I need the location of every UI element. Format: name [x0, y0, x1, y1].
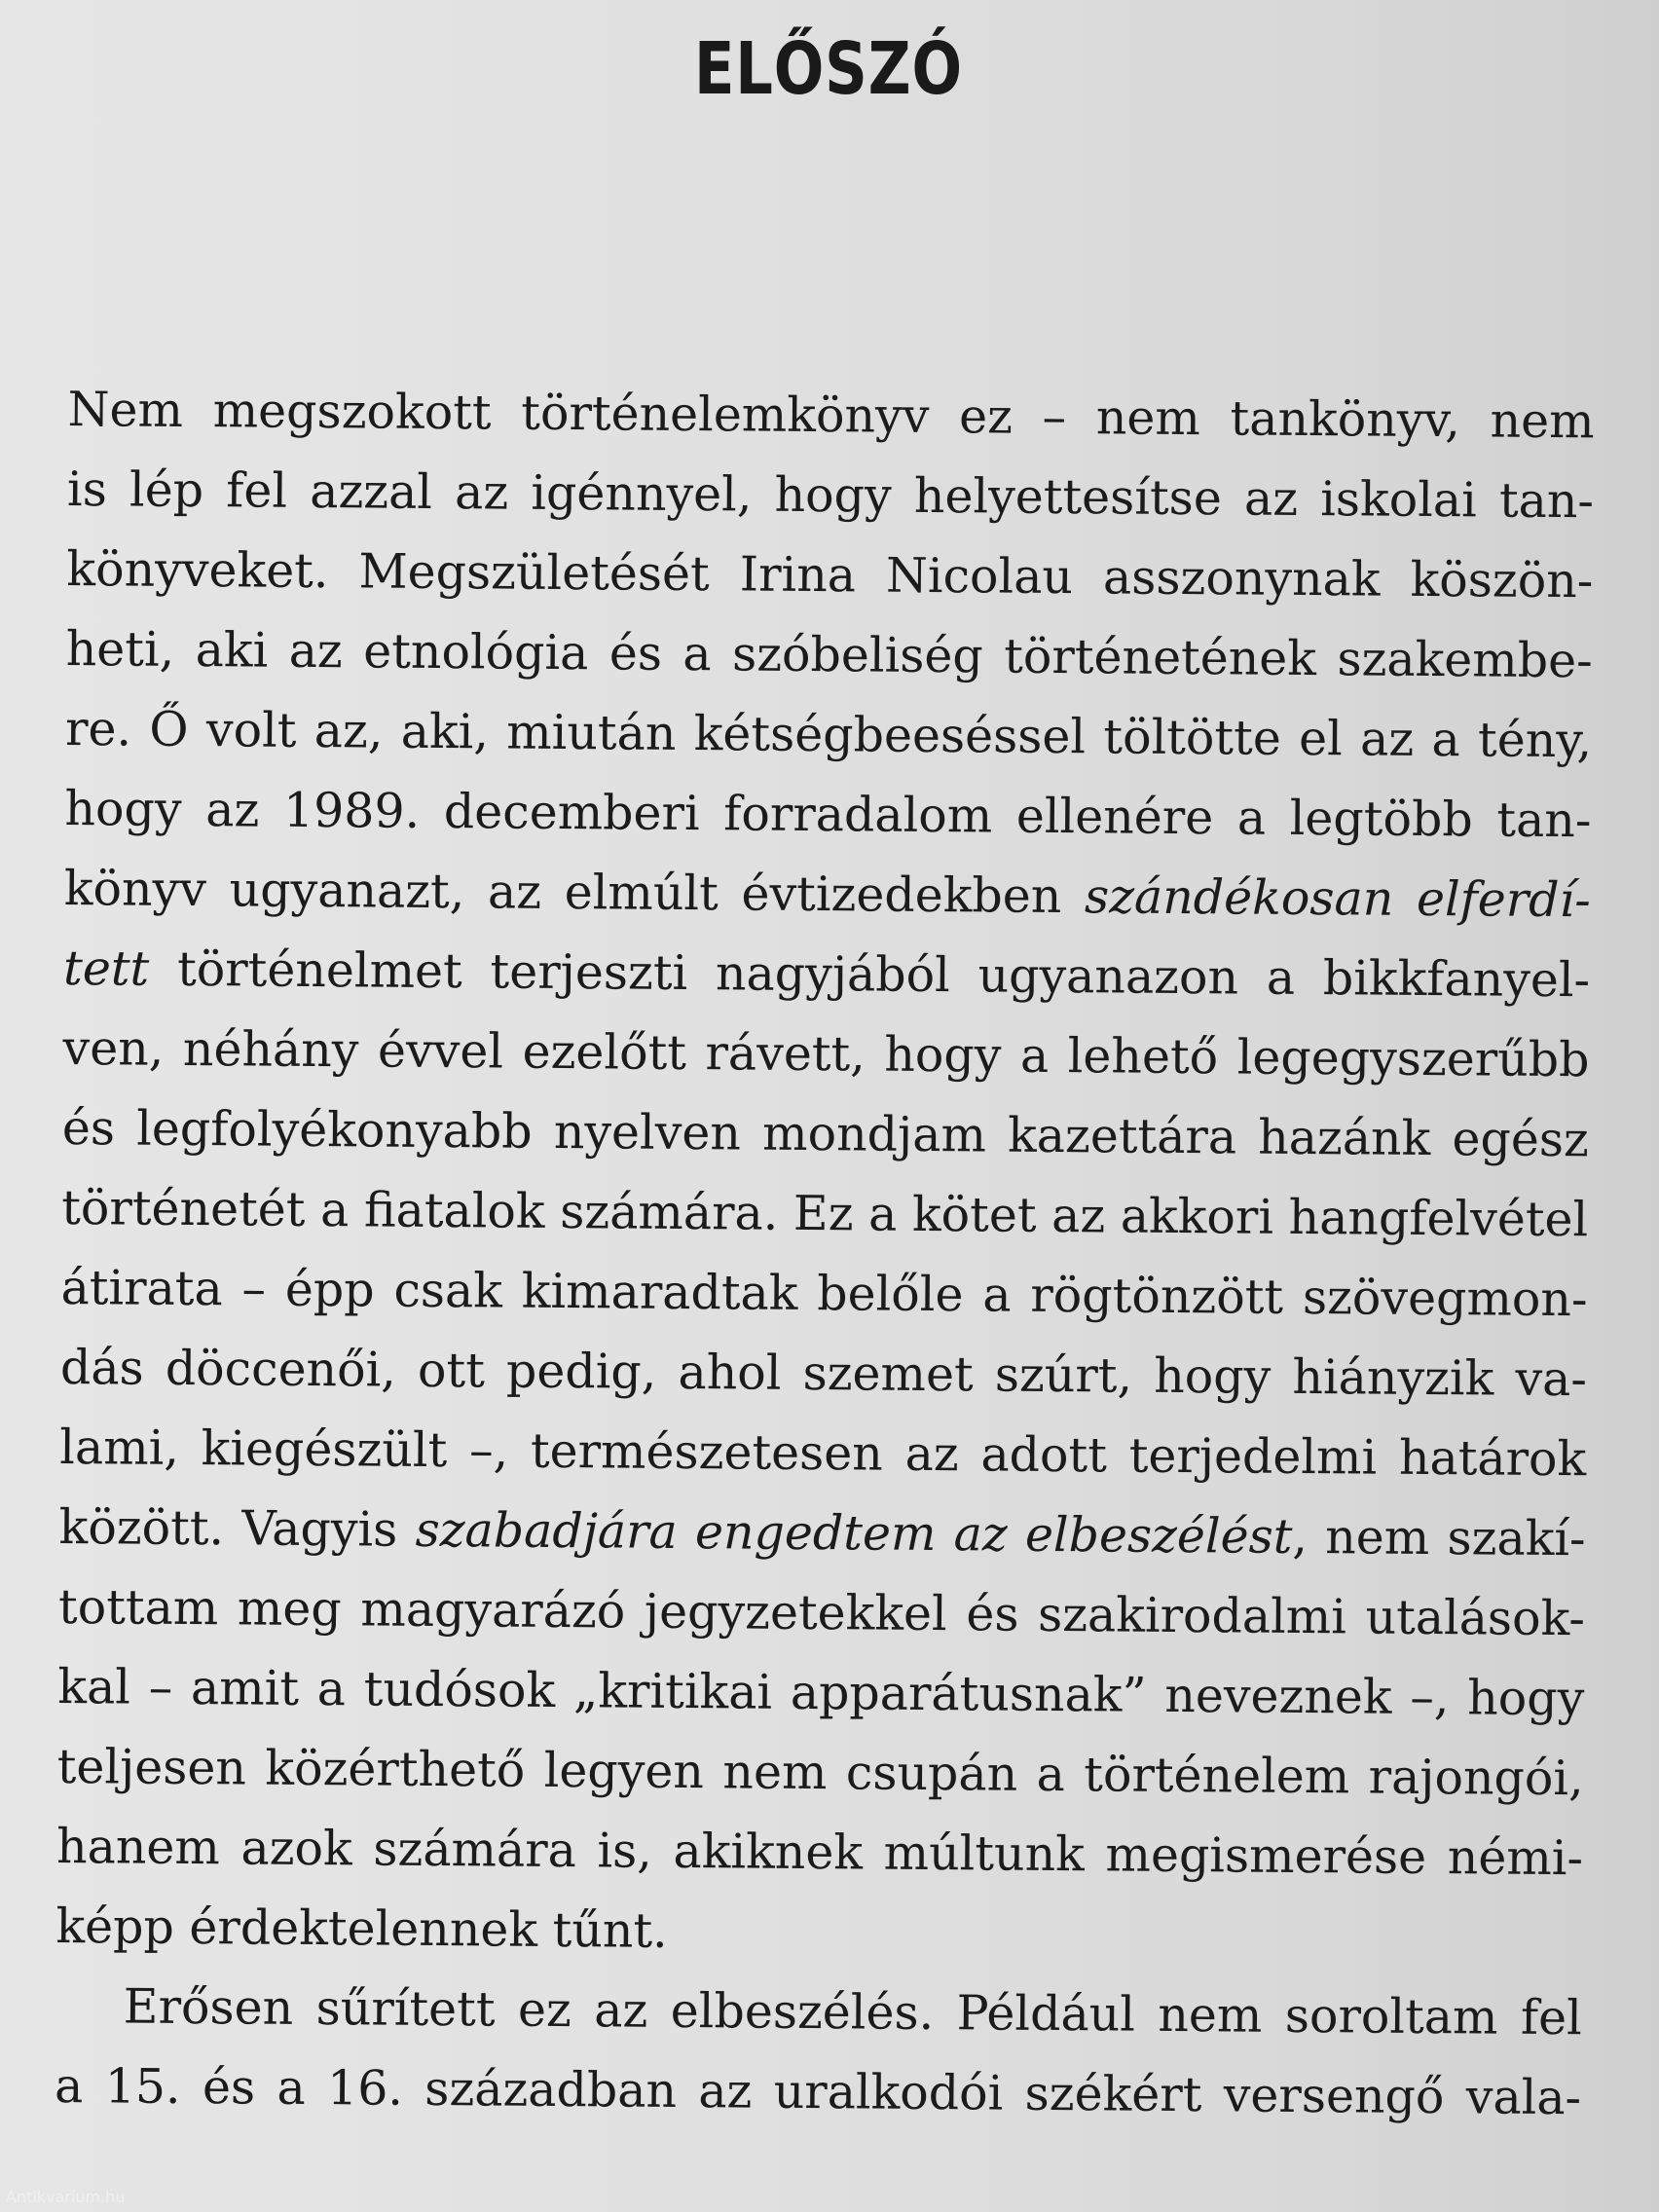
- italic-segment: tett: [62, 940, 150, 997]
- text-line: könyveket. Megszületését Irina Nicolau asszonynak köszön-: [66, 540, 1594, 609]
- text-line: heti, aki az etnológia és a szóbeliség történetének szakembe-: [65, 620, 1593, 689]
- text-line: [58, 1488, 1586, 1579]
- text-segment: , nem szakí-: [1292, 1508, 1586, 1567]
- body-text: [55, 370, 1595, 2138]
- italic-segment: szándékosan elferdí-: [1084, 868, 1592, 929]
- text-line: tottam meg magyarázó jegyzetekkel és szakirodalmi utalások-: [57, 1578, 1586, 1647]
- text-line: is lép fel azzal az igénnyel, hogy helyettesítse az iskolai tan-: [66, 461, 1595, 530]
- text-line: hanem azok számára is, akiknek múltunk megismerése némi-: [55, 1818, 1584, 1887]
- text-line: [63, 929, 1591, 1020]
- text-line: Nem megszokott történelemkönyv ez – nem tankönyv, nem: [67, 381, 1595, 450]
- text-segment: könyv ugyanazt, az elmúlt évtizedekben: [63, 860, 1086, 925]
- text-segment: között. Vagyis: [58, 1498, 416, 1558]
- text-line: teljesen közérthető legyen nem csupán a történelem rajongói,: [56, 1738, 1584, 1807]
- text-line: történetét a fiatalok számára. Ez a kötet az akkori hangfelvétel: [61, 1179, 1589, 1248]
- text-line: Erősen sűrített ez az elbeszélés. Például nem soroltam fel: [123, 1978, 1582, 2046]
- text-line: dás döccenői, ott pedig, ahol szemet szúrt, hogy hiányzik va-: [59, 1339, 1588, 1408]
- text-line: hogy az 1989. decemberi forradalom ellenére a legtöbb tan-: [64, 780, 1592, 849]
- text-line: képp érdektelennek tűnt.: [55, 1898, 668, 1959]
- text-line: re. Ő volt az, aki, miután kétségbeeséssel töltötte el az a tény,: [64, 700, 1593, 769]
- text-line: átirata – épp csak kimaradtak belőle a rögtönzött szövegmon-: [60, 1259, 1588, 1328]
- text-line: [63, 849, 1591, 940]
- italic-segment: szabadjára engedtem az elbeszélést: [415, 1501, 1293, 1565]
- text-line: ven, néhány évvel ezelőtt rávett, hogy a lehető legegyszerűbb: [62, 1019, 1590, 1088]
- text-line: a 15. és a 16. században az uralkodói székért versengő vala-: [54, 2057, 1582, 2126]
- watermark: Antikvarium.hu: [6, 2188, 126, 2206]
- text-segment: történelmet terjeszti nagyjából ugyanazon a bikkfanyel-: [149, 940, 1591, 1009]
- text-line: lami, kiegészült –, természetesen az adott terjedelmi határok: [59, 1419, 1587, 1488]
- text-line: kal – amit a tudósok „kritikai apparátusnak” neveznek –, hogy: [57, 1658, 1585, 1727]
- text-line: és legfolyékonyabb nyelven mondjam kazettára hazánk egész: [61, 1099, 1590, 1168]
- page-title: ELŐSZÓ: [693, 27, 963, 111]
